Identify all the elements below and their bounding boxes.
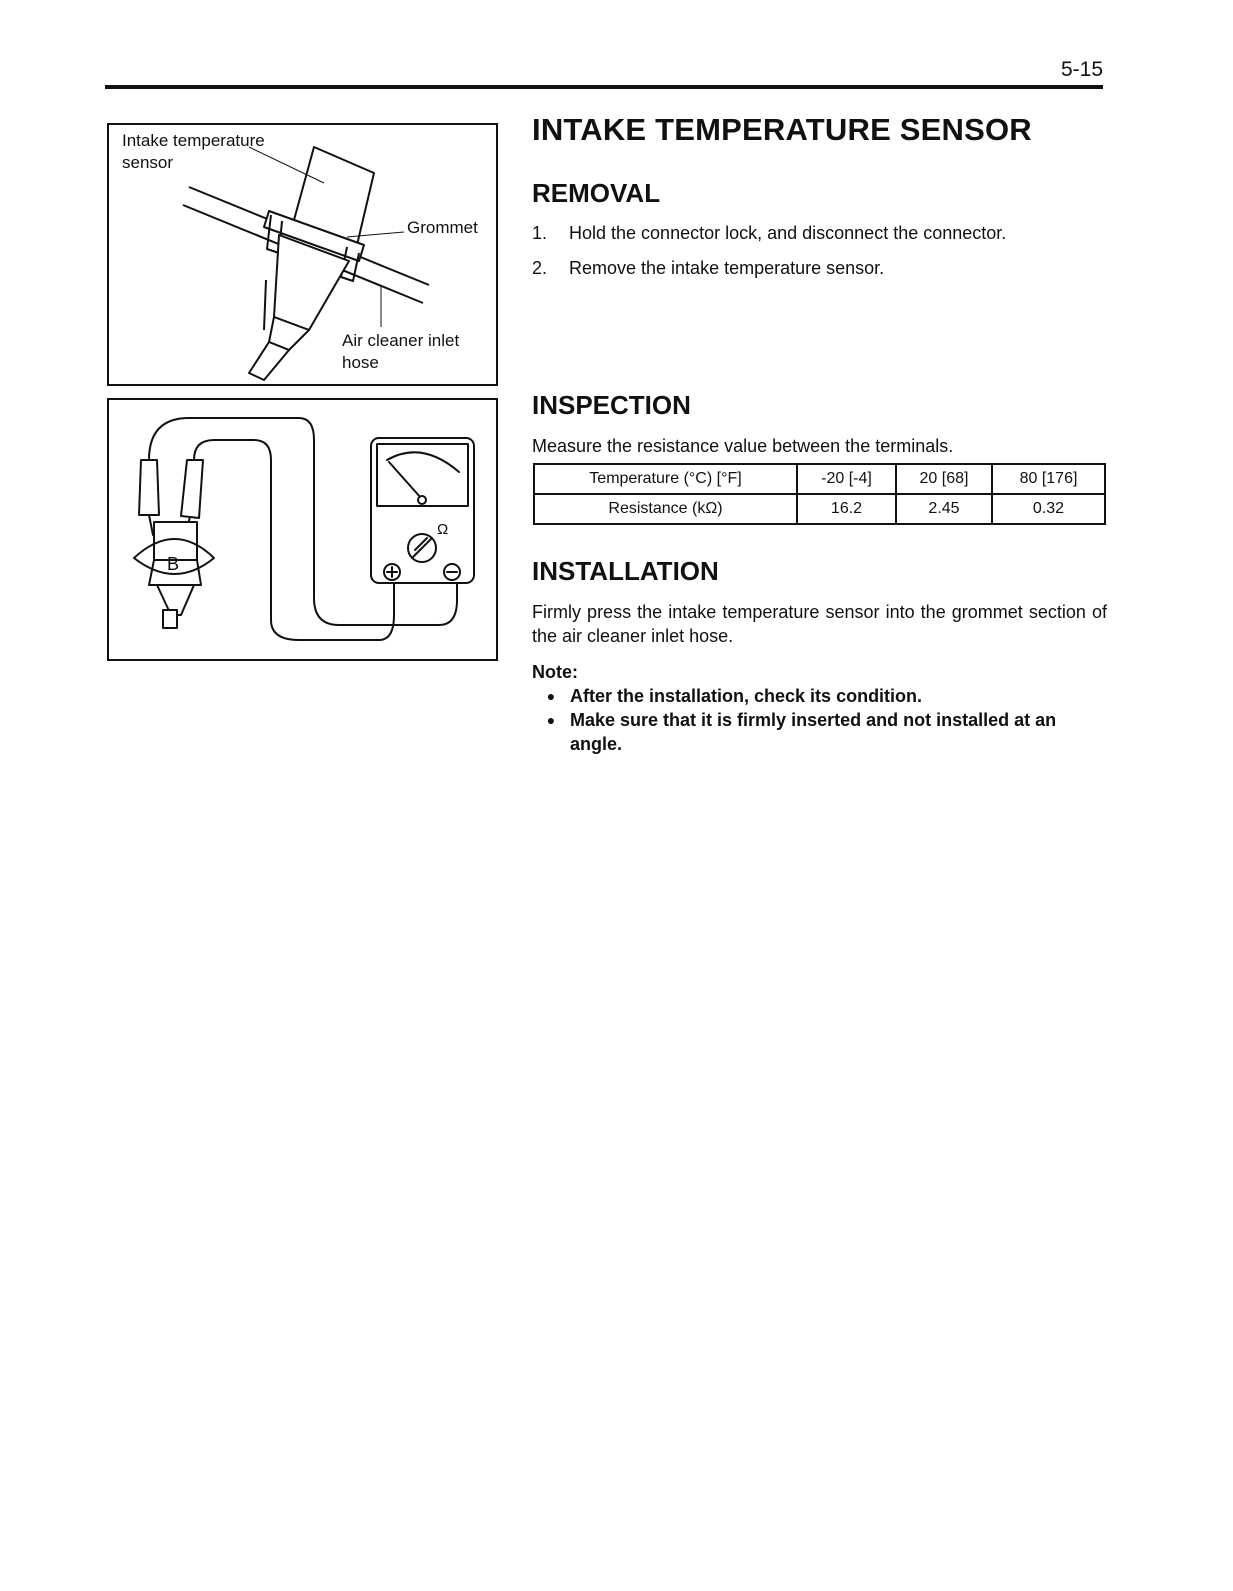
table-cell: 16.2	[797, 494, 896, 524]
table-cell: -20 [-4]	[797, 464, 896, 494]
table-cell: 20 [68]	[896, 464, 992, 494]
ohm-symbol: Ω	[437, 521, 449, 538]
table-header-temperature: Temperature (°C) [°F]	[534, 464, 797, 494]
table-cell: 0.32	[992, 494, 1105, 524]
note-label: Note:	[532, 662, 578, 682]
multimeter-illustration	[109, 400, 496, 659]
step-text: Hold the connector lock, and disconnect the connector.	[569, 223, 1007, 243]
bullet-icon: ●	[546, 712, 556, 728]
table-cell: 80 [176]	[992, 464, 1105, 494]
page-number: 5-15	[1060, 58, 1103, 81]
label-intake-temperature-sensor: Intake temperature sensor	[122, 131, 265, 172]
sensor-installation-figure	[107, 123, 498, 386]
table-cell: 2.45	[896, 494, 992, 524]
resistance-test-figure	[107, 398, 498, 661]
resistance-spec-table	[533, 463, 1106, 525]
list-item	[532, 223, 1006, 258]
table-row	[534, 494, 1105, 524]
page-title: INTAKE TEMPERATURE SENSOR	[532, 112, 1032, 147]
inspection-intro: Measure the resistance value between the terminals.	[532, 436, 954, 456]
step-number: 1.	[532, 223, 548, 243]
list-item	[532, 258, 1006, 293]
removal-heading: REMOVAL	[532, 178, 661, 208]
list-item	[532, 684, 1107, 708]
note-text: After the installation, check its condition.	[570, 686, 923, 706]
note-text: Make sure that it is firmly inserted and not installed at an angle.	[570, 710, 1057, 754]
table-row	[534, 464, 1105, 494]
step-text: Remove the intake temperature sensor.	[569, 258, 885, 278]
bullet-icon: ●	[546, 688, 556, 704]
label-grommet: Grommet	[407, 218, 478, 237]
label-air-cleaner-inlet-hose: Air cleaner inlet hose	[342, 331, 460, 372]
step-number: 2.	[532, 258, 548, 278]
removal-steps	[532, 223, 1006, 293]
list-item	[532, 708, 1107, 756]
table-header-resistance: Resistance (kΩ)	[534, 494, 797, 524]
note-list	[532, 684, 1107, 756]
inspection-heading: INSPECTION	[532, 390, 691, 420]
header-rule	[105, 85, 1103, 89]
installation-text: Firmly press the intake temperature sensor into the grommet section of the air cleaner inlet hose.	[532, 602, 1107, 646]
installation-heading: INSTALLATION	[532, 556, 719, 586]
svg-text:B: B	[167, 554, 180, 574]
